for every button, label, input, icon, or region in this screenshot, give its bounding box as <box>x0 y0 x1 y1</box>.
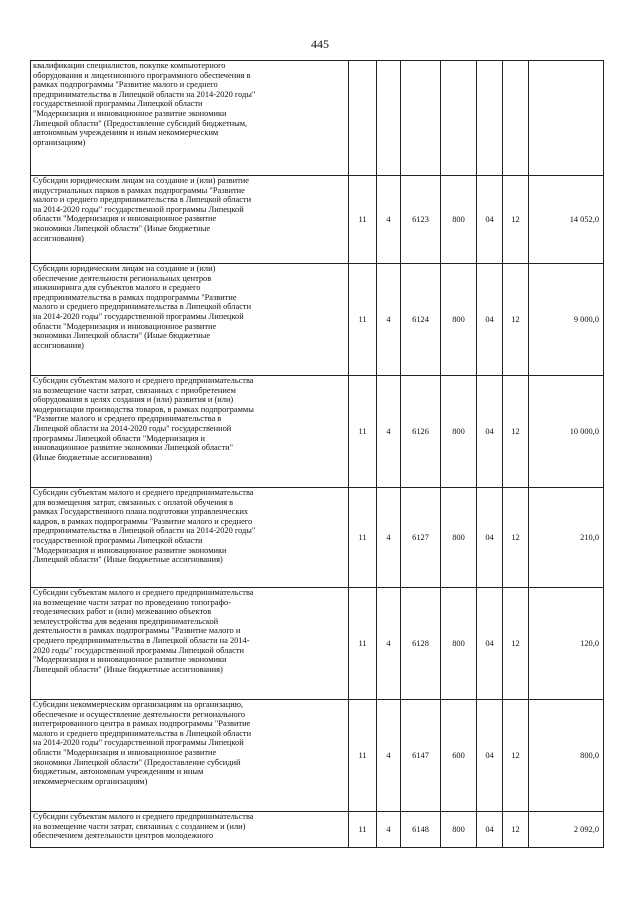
cell-code-3: 6148 <box>401 812 441 848</box>
table-row <box>31 812 604 848</box>
cell-code-6: 12 <box>503 488 529 588</box>
cell-code-4 <box>441 61 477 176</box>
cell-code-3: 6123 <box>401 176 441 264</box>
row-description: Субсидии субъектам малого и среднего предпринимательства для возмещения затрат, связанных с оплатой обучения в рамках Государственного плана подготовки управленческих кадров, в рамках подпрограммы "Развитие малого и среднего предпринимательства в Липецкой области на 2014-2020 годы" государственной программы Липецкой области "Модернизация и инновационное развитие экономики Липецкой области" (Иные бюджетные ассигнования) <box>31 488 349 588</box>
row-description: Субсидии некоммерческим организациям на организацию, обеспечение и осуществление деятельности регионального интегрированного центра в рамках подпрограммы "Развитие малого и среднего предпринимательства в Липецкой области на 2014-2020 годы" государственной программы Липецкой области "Модернизация и инновационное развитие экономики Липецкой области" (Предоставление субсидий бюджетным, автономным учреждениям и иным некоммерческим организациям) <box>31 700 349 812</box>
cell-code-4: 600 <box>441 700 477 812</box>
cell-code-3: 6127 <box>401 488 441 588</box>
row-description: Субсидии субъектам малого и среднего предпринимательства на возмещение части затрат, связанных с созданием и (или) обеспечением деятельности центров молодежного <box>31 812 349 848</box>
table-row <box>31 61 604 176</box>
cell-code-2: 4 <box>377 176 401 264</box>
cell-code-5: 04 <box>477 376 503 488</box>
cell-code-4: 800 <box>441 812 477 848</box>
cell-code-4: 800 <box>441 488 477 588</box>
cell-code-1: 11 <box>349 176 377 264</box>
cell-code-3: 6126 <box>401 376 441 488</box>
table-row <box>31 376 604 488</box>
cell-code-6: 12 <box>503 700 529 812</box>
cell-code-4: 800 <box>441 264 477 376</box>
cell-code-6: 12 <box>503 588 529 700</box>
cell-code-1: 11 <box>349 376 377 488</box>
cell-amount: 10 000,0 <box>529 376 604 488</box>
cell-amount: 9 000,0 <box>529 264 604 376</box>
cell-code-2: 4 <box>377 588 401 700</box>
page-number: 445 <box>311 37 329 51</box>
cell-code-6 <box>503 61 529 176</box>
cell-amount: 14 052,0 <box>529 176 604 264</box>
cell-code-6: 12 <box>503 376 529 488</box>
row-description: квалификации специалистов, покупке компьютерного оборудования и лицензионного программного обеспечения в рамках подпрограммы "Развитие малого и среднего предпринимательства в Липецкой области на 2014-2020 годы" государственной программы Липецкой области "Модернизация и инновационное развитие экономики Липецкой области" (Предоставление субсидий бюджетным, автономным учреждениям и иным некоммерческим организациям) <box>31 61 349 176</box>
cell-code-1: 11 <box>349 588 377 700</box>
cell-code-5 <box>477 61 503 176</box>
cell-code-6: 12 <box>503 812 529 848</box>
table-row <box>31 588 604 700</box>
cell-code-2: 4 <box>377 700 401 812</box>
cell-code-1: 11 <box>349 700 377 812</box>
cell-code-5: 04 <box>477 700 503 812</box>
cell-code-2: 4 <box>377 264 401 376</box>
cell-code-2: 4 <box>377 376 401 488</box>
cell-code-5: 04 <box>477 264 503 376</box>
cell-code-4: 800 <box>441 588 477 700</box>
cell-code-3 <box>401 61 441 176</box>
cell-code-1 <box>349 61 377 176</box>
cell-code-5: 04 <box>477 488 503 588</box>
cell-code-3: 6128 <box>401 588 441 700</box>
cell-code-3: 6124 <box>401 264 441 376</box>
table-row <box>31 264 604 376</box>
cell-code-5: 04 <box>477 176 503 264</box>
cell-code-2: 4 <box>377 812 401 848</box>
budget-table <box>30 60 604 848</box>
cell-code-2 <box>377 61 401 176</box>
cell-amount: 2 092,0 <box>529 812 604 848</box>
cell-code-5: 04 <box>477 588 503 700</box>
cell-amount <box>529 61 604 176</box>
cell-code-6: 12 <box>503 176 529 264</box>
cell-amount: 800,0 <box>529 700 604 812</box>
row-description: Субсидии юридическим лицам на создание и (или) обеспечение деятельности региональных центров инжиниринга для субъектов малого и среднего предпринимательства в рамках подпрограммы "Развитие малого и среднего предпринимательства в Липецкой области на 2014-2020 годы" государственной программы Липецкой области "Модернизация и инновационное развитие экономики Липецкой области" (Иные бюджетные ассигнования) <box>31 264 349 376</box>
cell-code-6: 12 <box>503 264 529 376</box>
table-row <box>31 176 604 264</box>
row-description: Субсидии субъектам малого и среднего предпринимательства на возмещение части затрат, связанных с приобретением оборудования в целях создания и (или) развития и (или) модернизации производства товаров, в рамках подпрограммы "Развитие малого и среднего предпринимательства в Липецкой области на 2014-2020 годы" государственной программы Липецкой области "Модернизация и инновационное развитие экономики Липецкой области" (Иные бюджетные ассигнования) <box>31 376 349 488</box>
row-description: Субсидии юридическим лицам на создание и (или) развитие индустриальных парков в рамках подпрограммы "Развитие малого и среднего предпринимательства в Липецкой области на 2014-2020 годы" государственной программы Липецкой области "Модернизация и инновационное развитие экономики Липецкой области" (Иные бюджетные ассигнования) <box>31 176 349 264</box>
cell-code-2: 4 <box>377 488 401 588</box>
cell-code-5: 04 <box>477 812 503 848</box>
cell-code-3: 6147 <box>401 700 441 812</box>
cell-code-1: 11 <box>349 488 377 588</box>
cell-amount: 120,0 <box>529 588 604 700</box>
table-row <box>31 488 604 588</box>
cell-code-4: 800 <box>441 176 477 264</box>
table-row <box>31 700 604 812</box>
cell-code-4: 800 <box>441 376 477 488</box>
cell-amount: 210,0 <box>529 488 604 588</box>
cell-code-1: 11 <box>349 812 377 848</box>
row-description: Субсидии субъектам малого и среднего предпринимательства на возмещение части затрат по проведению топографо- геодезических работ и (или) межеванию объектов землеустройства для ведения предпринимательской деятельности в рамках подпрограммы "Развитие малого и среднего предпринимательства в Липецкой области на 2014- 2020 годы" государственной программы Липецкой области "Модернизация и инновационное развитие экономики Липецкой области" (Иные бюджетные ассигнования) <box>31 588 349 700</box>
cell-code-1: 11 <box>349 264 377 376</box>
